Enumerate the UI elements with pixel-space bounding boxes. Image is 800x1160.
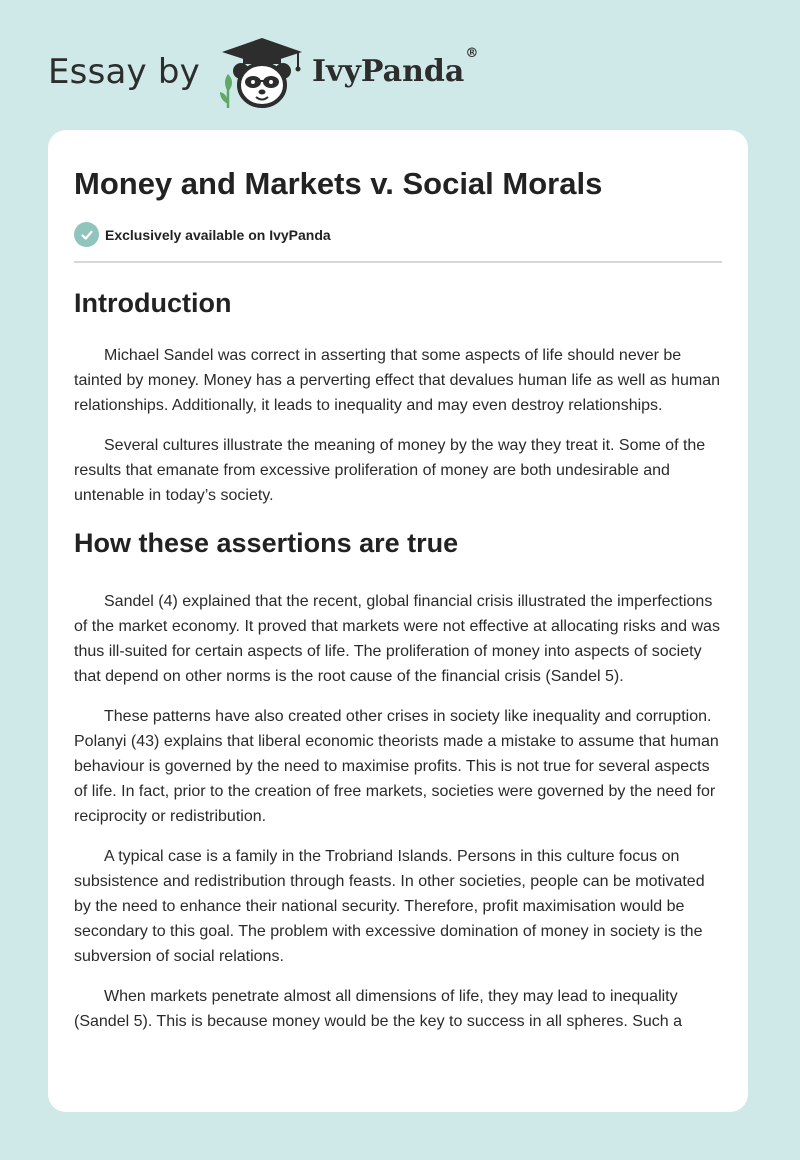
site-header-logo[interactable] (48, 34, 478, 110)
registered-mark: ® (465, 46, 479, 61)
exclusive-badge (74, 222, 722, 247)
essay-card (48, 130, 748, 1112)
brand-prefix: Essay by (48, 52, 200, 92)
section-heading-assertions: How these assertions are true (74, 528, 459, 558)
brand-name-text: IvyPanda (311, 54, 465, 89)
brand-name (311, 46, 479, 89)
section-heading-introduction: Introduction (74, 288, 232, 318)
paragraph: When markets penetrate almost all dimensions of life, they may lead to inequality (Sandel 5). This is because money would be the key to success in all spheres. Such a (74, 988, 683, 1030)
paragraph: Sandel (4) explained that the recent, global financial crisis illustrated the imperfections of the market economy. It proved that markets were not effective at allocating risks and was thus ill-suited for certain aspects of life. The proliferation of money into aspects of society that depend on other norms is the root cause of the financial crisis (Sandel 5). (74, 593, 720, 685)
essay-title: Money and Markets v. Social Morals (74, 166, 603, 201)
paragraph: Michael Sandel was correct in asserting that some aspects of life should never be tainted by money. Money has a perverting effect that devalues human life as well as human relationships. Additionally, it leads to inequality and may even destroy relationships. (74, 347, 720, 414)
paragraph: A typical case is a family in the Trobriand Islands. Persons in this culture focus on subsistence and redistribution through feasts. In other societies, people can be motivated by the need to enhance their national security. Therefore, profit maximisation would be secondary to this goal. The problem with excessive domination of money in society is the subversion of social relations. (74, 848, 705, 965)
exclusive-badge-label: Exclusively available on IvyPanda (105, 226, 331, 243)
title-divider (74, 261, 722, 263)
paragraph: Several cultures illustrate the meaning of money by the way they treat it. Some of the results that emanate from excessive proliferation of money are both undesirable and untenable in today’s society. (74, 437, 706, 504)
panda-logo-icon (214, 34, 310, 110)
checkmark-icon (74, 222, 99, 247)
paragraph: These patterns have also created other crises in society like inequality and corruption. Polanyi (43) explains that liberal economic theorists made a mistake to assume that human behaviour is governed by the need to maximise profits. This is not true for several aspects of life. In fact, prior to the creation of free markets, societies were governed by the need for reciprocity or redistribution. (74, 708, 719, 825)
